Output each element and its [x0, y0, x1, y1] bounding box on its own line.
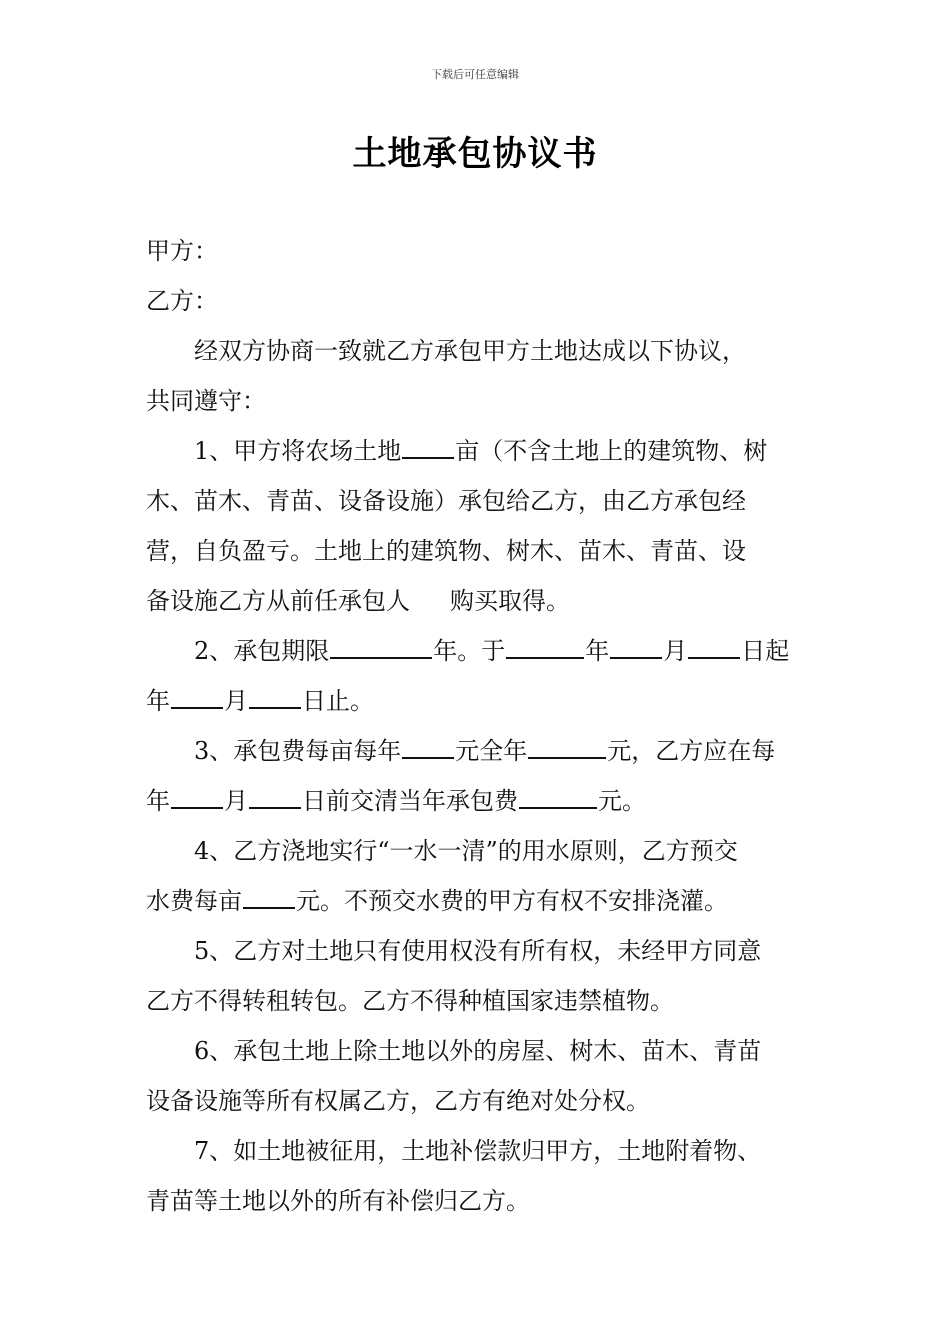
header-note: 下载后可任意编辑 [431, 68, 519, 81]
clause-1-line-1 [146, 426, 810, 476]
party-b-line [146, 276, 810, 326]
clause-2-text-e: 日起 [741, 637, 790, 665]
clause-7-line-2: 青苗等土地以外的所有补偿归乙方。 [146, 1187, 530, 1215]
clause-4-text-l2a: 水费每亩 [146, 887, 242, 915]
clause-3-text-g: 元。 [598, 787, 646, 815]
clause-1-text-l4a: 备设施乙方从前任承包人 [146, 587, 410, 615]
clause-1-text-l4b: 购买取得。 [450, 587, 570, 615]
payment-day-blank[interactable] [249, 785, 301, 809]
clause-6-line-2: 设备设施等所有权属乙方，乙方有绝对处分权。 [146, 1087, 650, 1115]
party-b-label: 乙方： [146, 287, 218, 315]
clause-5-line-1: 5、乙方对土地只有使用权没有所有权，未经甲方同意 [194, 937, 762, 965]
clause-2-text-c: 年 [585, 637, 610, 665]
party-a-line [146, 226, 810, 276]
document-body [146, 226, 810, 1226]
intro-line-1: 经双方协商一致就乙方承包甲方土地达成以下协议， [194, 337, 746, 365]
clause-4-text-l2b: 元。不预交水费的甲方有权不安排浇灌。 [296, 887, 728, 915]
clause-1-line-3: 营，自负盈亏。土地上的建筑物、树木、苗木、青苗、设 [146, 537, 746, 565]
clause-2-text-d: 月 [663, 637, 688, 665]
clause-7-line-1: 7、如土地被征用，土地补偿款归甲方，土地附着物、 [194, 1137, 762, 1165]
clause-1-text-b: 亩（不含土地上的建筑物、树 [455, 437, 768, 465]
clause-2-text-b: 年。于 [433, 637, 506, 665]
start-year-blank[interactable] [506, 635, 584, 659]
water-fee-blank[interactable] [243, 885, 295, 909]
clause-1-line-4 [146, 576, 810, 626]
clause-1-text-a: 1、甲方将农场土地 [194, 437, 402, 465]
clause-3-line-1 [146, 726, 810, 776]
clause-5-line-2: 乙方不得转租转包。乙方不得种植国家违禁植物。 [146, 987, 674, 1015]
clause-3-text-f: 日前交清当年承包费 [302, 787, 518, 815]
clause-4-line-1: 4、乙方浇地实行“一水一清”的用水原则，乙方预交 [194, 837, 738, 865]
payment-month-blank[interactable] [171, 785, 223, 809]
document-title: 土地承包协议书 [352, 134, 598, 174]
clause-3-text-d: 年 [146, 787, 170, 815]
fee-per-mu-blank[interactable] [402, 735, 454, 759]
end-month-blank[interactable] [171, 685, 223, 709]
clause-3-line-2 [146, 776, 810, 826]
acreage-blank[interactable] [402, 435, 454, 459]
annual-fee-blank[interactable] [528, 735, 606, 759]
clause-3-text-c: 元，乙方应在每 [607, 737, 776, 765]
clause-3-text-e: 月 [224, 787, 248, 815]
clause-2-text-g: 月 [224, 687, 248, 715]
clause-3-text-a: 3、承包费每亩每年 [194, 737, 402, 765]
start-month-blank[interactable] [610, 635, 662, 659]
term-years-blank[interactable] [330, 635, 432, 659]
clause-2-text-h: 日止。 [302, 687, 374, 715]
clause-2-text-a: 2、承包期限 [194, 637, 330, 665]
clause-1-line-2: 木、苗木、青苗、设备设施）承包给乙方，由乙方承包经 [146, 487, 746, 515]
clause-2-line-2 [146, 676, 810, 726]
end-day-blank[interactable] [249, 685, 301, 709]
clause-2-text-f: 年 [146, 687, 170, 715]
clause-2-line-1 [146, 626, 810, 676]
party-a-label: 甲方： [146, 237, 218, 265]
start-day-blank[interactable] [688, 635, 740, 659]
clause-3-text-b: 元全年 [455, 737, 528, 765]
clause-6-line-1: 6、承包土地上除土地以外的房屋、树木、苗木、青苗 [194, 1037, 762, 1065]
payment-amount-blank[interactable] [519, 785, 597, 809]
intro-line-2: 共同遵守： [146, 387, 266, 415]
clause-4-line-2 [146, 876, 810, 926]
